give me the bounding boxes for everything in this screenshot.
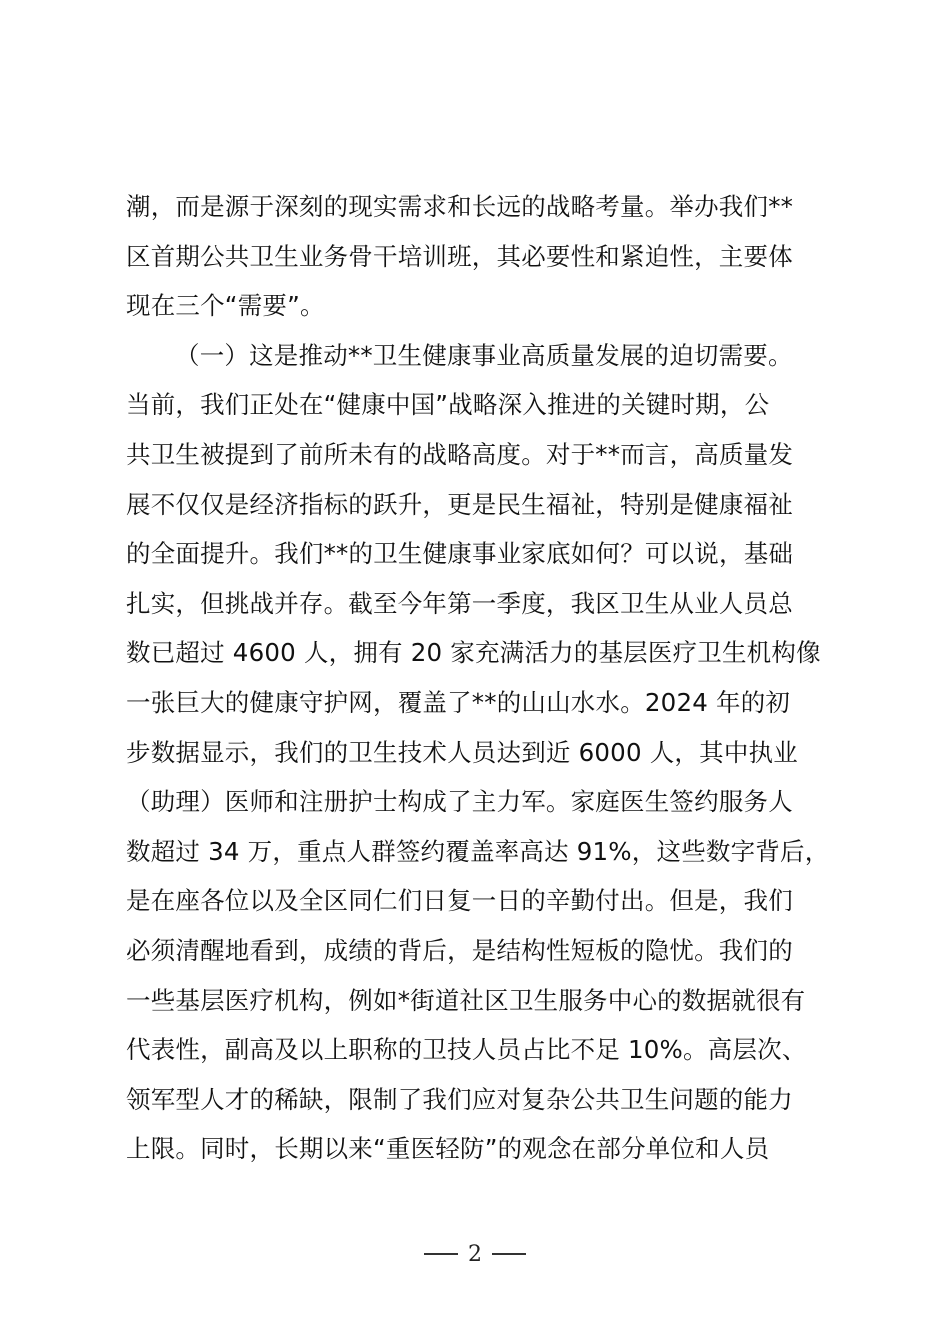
- text-line: 现在三个“需要”。: [126, 291, 325, 321]
- text-line: 一些基层医疗机构，例如*街道社区卫生服务中心的数据就很有: [126, 985, 806, 1015]
- text-line: 一张巨大的健康守护网，覆盖了**的山山水水。2024 年的初: [126, 687, 791, 717]
- text-line: 扎实，但挑战并存。截至今年第一季度，我区卫生从业人员总: [126, 588, 793, 618]
- text-line: 数已超过 4600 人，拥有 20 家充满活力的基层医疗卫生机构像: [126, 638, 821, 668]
- text-line: 共卫生被提到了前所未有的战略高度。对于**而言，高质量发: [126, 439, 794, 469]
- text-line: 上限。同时，长期以来“重医轻防”的观念在部分单位和人员: [126, 1134, 770, 1164]
- text-line: 是在座各位以及全区同仁们日复一日的辛勤付出。但是，我们: [126, 886, 793, 916]
- section-heading-line: （一）这是推动**卫生健康事业高质量发展的迫切需要。: [175, 340, 793, 370]
- left-dash: [424, 1253, 458, 1255]
- text-line: 数超过 34 万，重点人群签约覆盖率高达 91%，这些数字背后，: [126, 836, 830, 866]
- text-line: 领军型人才的稀缺，限制了我们应对复杂公共卫生问题的能力: [126, 1084, 793, 1114]
- text-line: 步数据显示，我们的卫生技术人员达到近 6000 人，其中执业: [126, 737, 798, 767]
- text-line: （助理）医师和注册护士构成了主力军。家庭医生签约服务人: [126, 787, 793, 817]
- text-line: 区首期公共卫生业务骨干培训班，其必要性和紧迫性，主要体: [126, 241, 793, 271]
- text-line: 代表性，副高及以上职称的卫技人员占比不足 10%。高层次、: [126, 1035, 807, 1065]
- text-line: 的全面提升。我们**的卫生健康事业家底如何？可以说，基础: [126, 539, 794, 569]
- text-line: 展不仅仅是经济指标的跃升，更是民生福祉，特别是健康福祉: [126, 489, 793, 519]
- text-line: 必须清醒地看到，成绩的背后，是结构性短板的隐忧。我们的: [126, 935, 793, 965]
- right-dash: [492, 1253, 526, 1255]
- page-number: 2: [468, 1241, 482, 1267]
- text-line: 潮，而是源于深刻的现实需求和长远的战略考量。举办我们**: [126, 192, 794, 221]
- page-footer: [0, 1238, 950, 1270]
- body-text: [126, 182, 866, 1174]
- text-line: 当前，我们正处在“健康中国”战略深入推进的关键时期，公: [126, 390, 770, 420]
